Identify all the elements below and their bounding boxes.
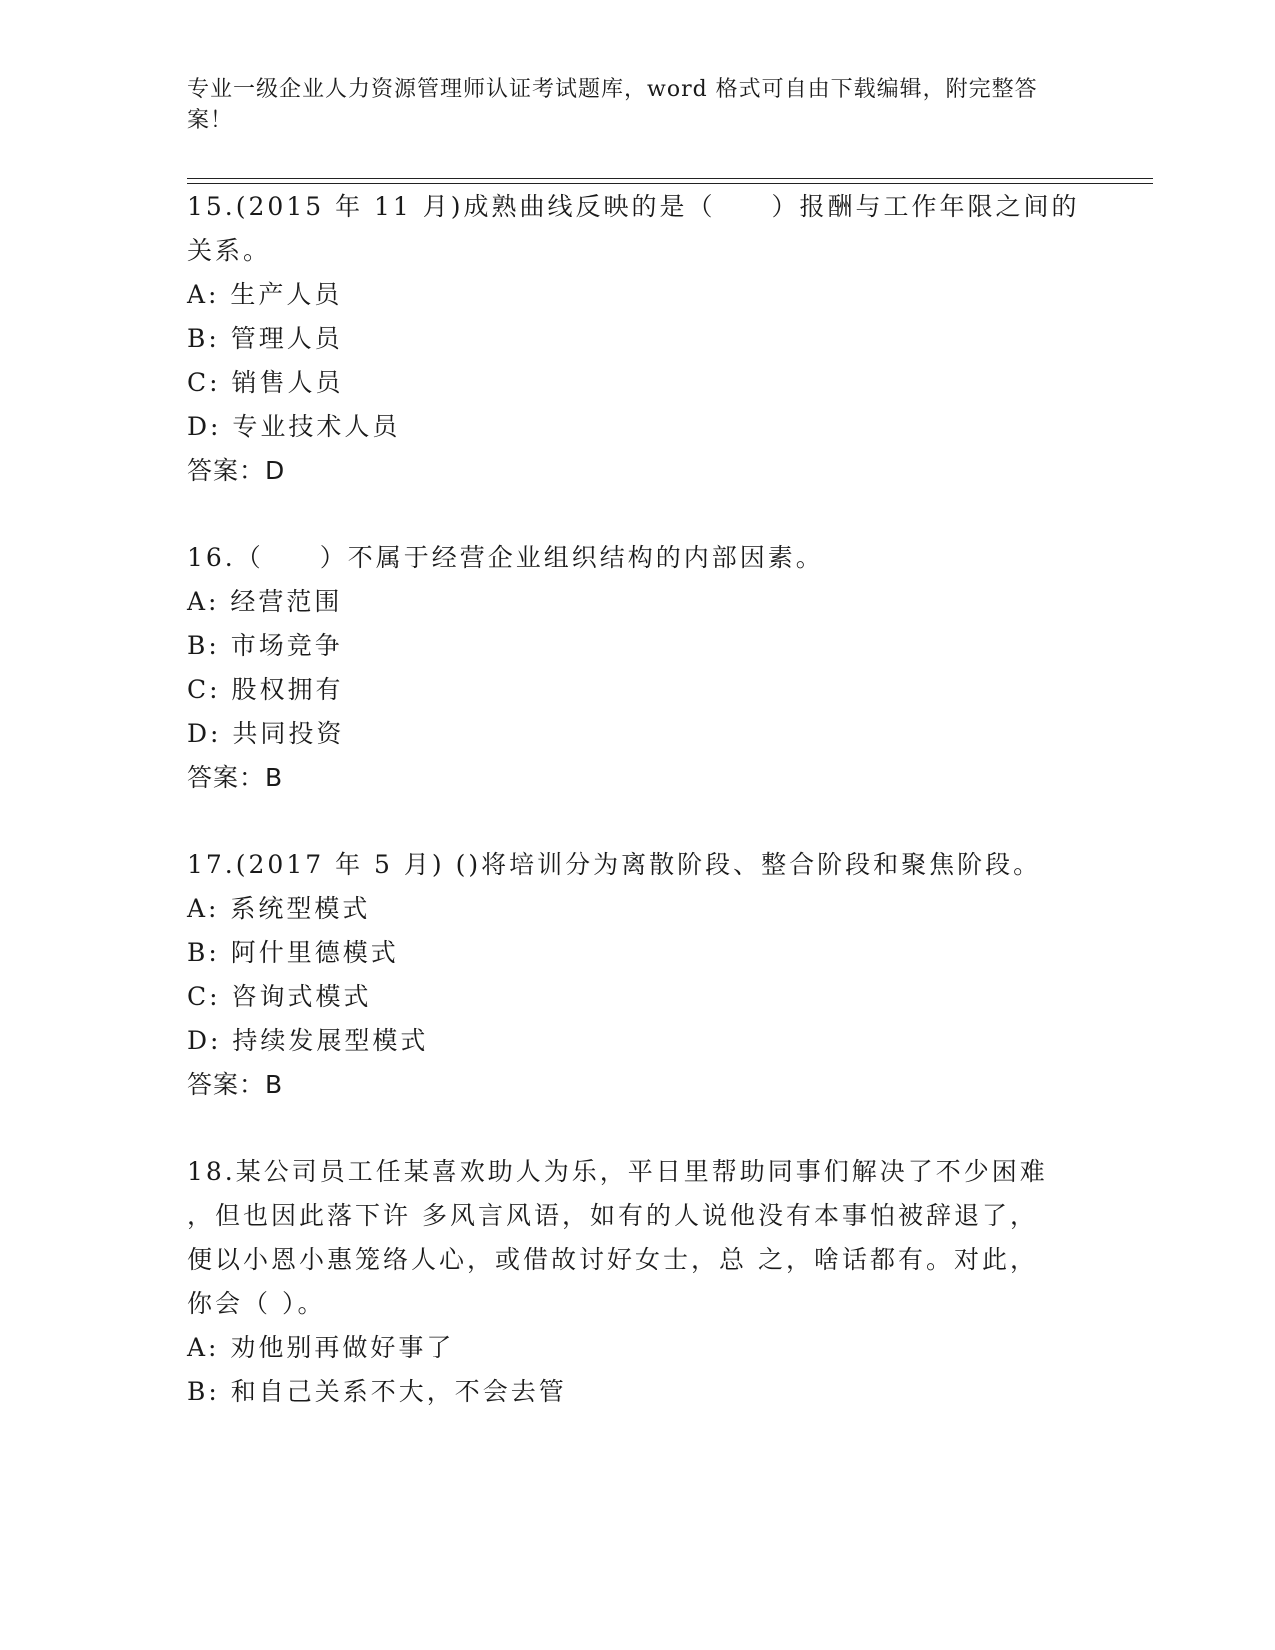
question-15-answer: 答案：D xyxy=(187,456,286,485)
question-15-option-b: B: 管理人员 xyxy=(187,324,343,353)
question-15-stem-line-2: 关系。 xyxy=(187,236,272,265)
question-16-stem: 16.（ ）不属于经营企业组织结构的内部因素。 xyxy=(187,543,824,572)
question-18-stem-line-4: 你会（ ）。 xyxy=(187,1289,326,1318)
question-18-stem-line-2: ，但也因此落下许 多风言风语，如有的人说他没有本事怕被辞退了， xyxy=(187,1201,1038,1230)
question-18-stem-line-1: 18.某公司员工任某喜欢助人为乐，平日里帮助同事们解决了不少困难 xyxy=(187,1157,1048,1186)
question-17-option-d: D: 持续发展型模式 xyxy=(187,1026,429,1055)
question-17-option-b: B: 阿什里德模式 xyxy=(187,938,399,967)
question-16-option-a: A: 经营范围 xyxy=(187,587,343,616)
question-16-option-b: B: 市场竞争 xyxy=(187,631,343,660)
question-16-option-c: C: 股权拥有 xyxy=(187,675,344,704)
question-16-option-d: D: 共同投资 xyxy=(187,719,345,748)
question-15-option-c: C: 销售人员 xyxy=(187,368,344,397)
question-17-option-a: A: 系统型模式 xyxy=(187,894,371,923)
question-15-option-a: A: 生产人员 xyxy=(187,280,343,309)
question-15-option-d: D: 专业技术人员 xyxy=(187,412,401,441)
header-divider-top xyxy=(187,178,1153,179)
question-17-option-c: C: 咨询式模式 xyxy=(187,982,372,1011)
question-16-answer: 答案：B xyxy=(187,763,284,792)
question-18-option-a: A: 劝他别再做好事了 xyxy=(187,1333,455,1362)
document-header: 专业一级企业人力资源管理师认证考试题库，word 格式可自由下载编辑，附完整答案！ xyxy=(187,77,1038,133)
question-18-option-b: B: 和自己关系不大，不会去管 xyxy=(187,1377,567,1406)
question-15-stem-line-1: 15.(2015 年 11 月)成熟曲线反映的是（ ）报酬与工作年限之间的 xyxy=(187,192,1080,221)
header-divider-bottom xyxy=(187,183,1153,184)
question-18-stem-line-3: 便以小恩小惠笼络人心，或借故讨好女士，总 之，啥话都有。对此， xyxy=(187,1245,1038,1274)
question-17-answer: 答案：B xyxy=(187,1070,284,1099)
question-17-stem: 17.(2017 年 5 月) ()将培训分为离散阶段、整合阶段和聚焦阶段。 xyxy=(187,850,1042,879)
